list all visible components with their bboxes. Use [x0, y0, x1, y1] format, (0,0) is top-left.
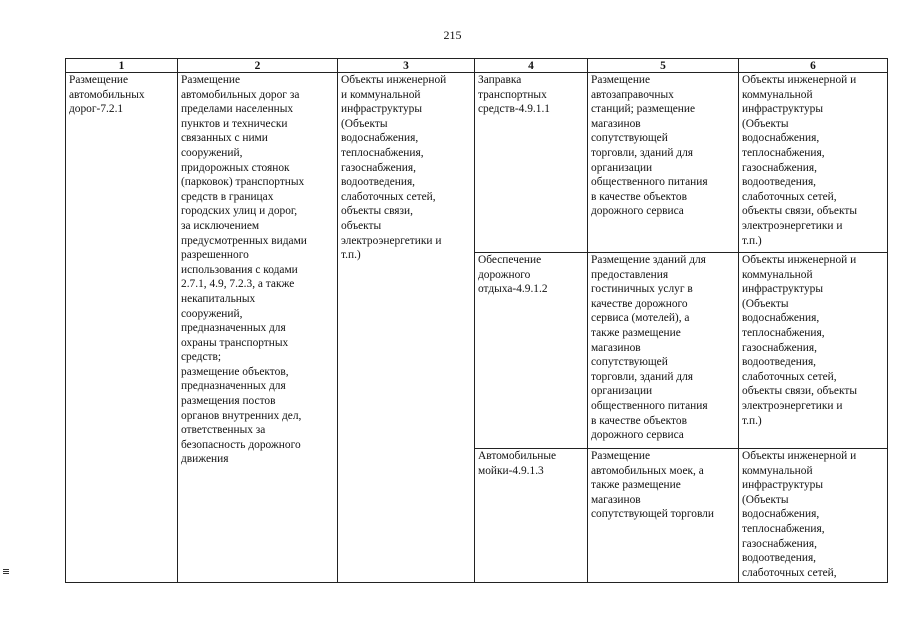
- conditional-use-text: Заправка транспортных средств-4.9.1.1: [478, 74, 550, 116]
- auxiliary-objects-cell: [338, 73, 475, 583]
- conditional-objects-cell: [739, 73, 888, 253]
- conditional-use-cell: [475, 253, 588, 449]
- main-use-description-text: Размещение автомобильных дорог за пределами населенных пунктов и технически связанных с ними сооружений, придорожных стоянок (парковок) транспортных средств в границах городских улиц и дорог, за исключением предусмотренных видами разрешенного использования с кодами 2.7.1, 4.9, 7.2.3, а также некапитальных сооружений, предназначенных для охраны транспортных средств; размещение объектов, предназначенных для размещения постов органов внутренних дел, ответственных за безопасность дорожного движения: [181, 74, 307, 466]
- table-header-row: [66, 59, 888, 73]
- column-header-6: 6: [739, 59, 888, 73]
- conditional-objects-cell: [739, 253, 888, 449]
- conditional-use-text: Обеспечение дорожного отдыха-4.9.1.2: [478, 254, 548, 296]
- margin-mark-icon: [3, 568, 9, 575]
- column-header-3: 3: [338, 59, 475, 73]
- main-use-cell: [66, 73, 178, 583]
- conditional-use-cell: [475, 449, 588, 583]
- conditional-use-description-cell: [588, 253, 739, 449]
- conditional-objects-text: Объекты инженерной и коммунальной инфраструктуры (Объекты водоснабжения, теплоснабжения, газоснабжения, водоотведения, слаботочных сетей, объекты связи, объекты электроэнергетики и т.п.): [742, 254, 857, 427]
- conditional-objects-text: Объекты инженерной и коммунальной инфраструктуры (Объекты водоснабжения, теплоснабжения, газоснабжения, водоотведения, слаботочных сетей, объекты связи, объекты электроэнергетики и т.п.): [742, 74, 857, 247]
- page-number: 215: [443, 28, 462, 42]
- conditional-use-description-text: Размещение автозаправочных станций; размещение магазинов сопутствующей торговли, зданий для организации общественного питания в качестве объектов дорожного сервиса: [591, 74, 708, 218]
- table-row: [66, 73, 888, 253]
- column-header-4: 4: [475, 59, 588, 73]
- main-use-description-cell: [178, 73, 338, 583]
- main-use-text: Размещение автомобильных дорог-7.2.1: [69, 74, 145, 116]
- column-header-1: 1: [66, 59, 178, 73]
- conditional-use-description-text: Размещение автомобильных моек, а также размещение магазинов сопутствующей торговли: [591, 450, 714, 521]
- conditional-use-description-cell: [588, 73, 739, 253]
- conditional-objects-text: Объекты инженерной и коммунальной инфраструктуры (Объекты водоснабжения, теплоснабжения, газоснабжения, водоотведения, слаботочных сетей,: [742, 450, 857, 579]
- column-header-5: 5: [588, 59, 739, 73]
- auxiliary-objects-text: Объекты инженерной и коммунальной инфраструктуры (Объекты водоснабжения, теплоснабжения, газоснабжения, водоотведения, слаботочных сетей, объекты связи, объекты электроэнергетики и т.п.): [341, 74, 447, 262]
- land-use-table: [65, 58, 888, 583]
- conditional-use-text: Автомобильные мойки-4.9.1.3: [478, 450, 557, 477]
- conditional-use-description-cell: [588, 449, 739, 583]
- conditional-use-cell: [475, 73, 588, 253]
- column-header-2: 2: [178, 59, 338, 73]
- conditional-use-description-text: Размещение зданий для предоставления гостиничных услуг в качестве дорожного сервиса (мотелей), а также размещение магазинов сопутствующей торговли, зданий для организации общественного питания в качестве объектов дорожного сервиса: [591, 254, 708, 442]
- conditional-objects-cell: [739, 449, 888, 583]
